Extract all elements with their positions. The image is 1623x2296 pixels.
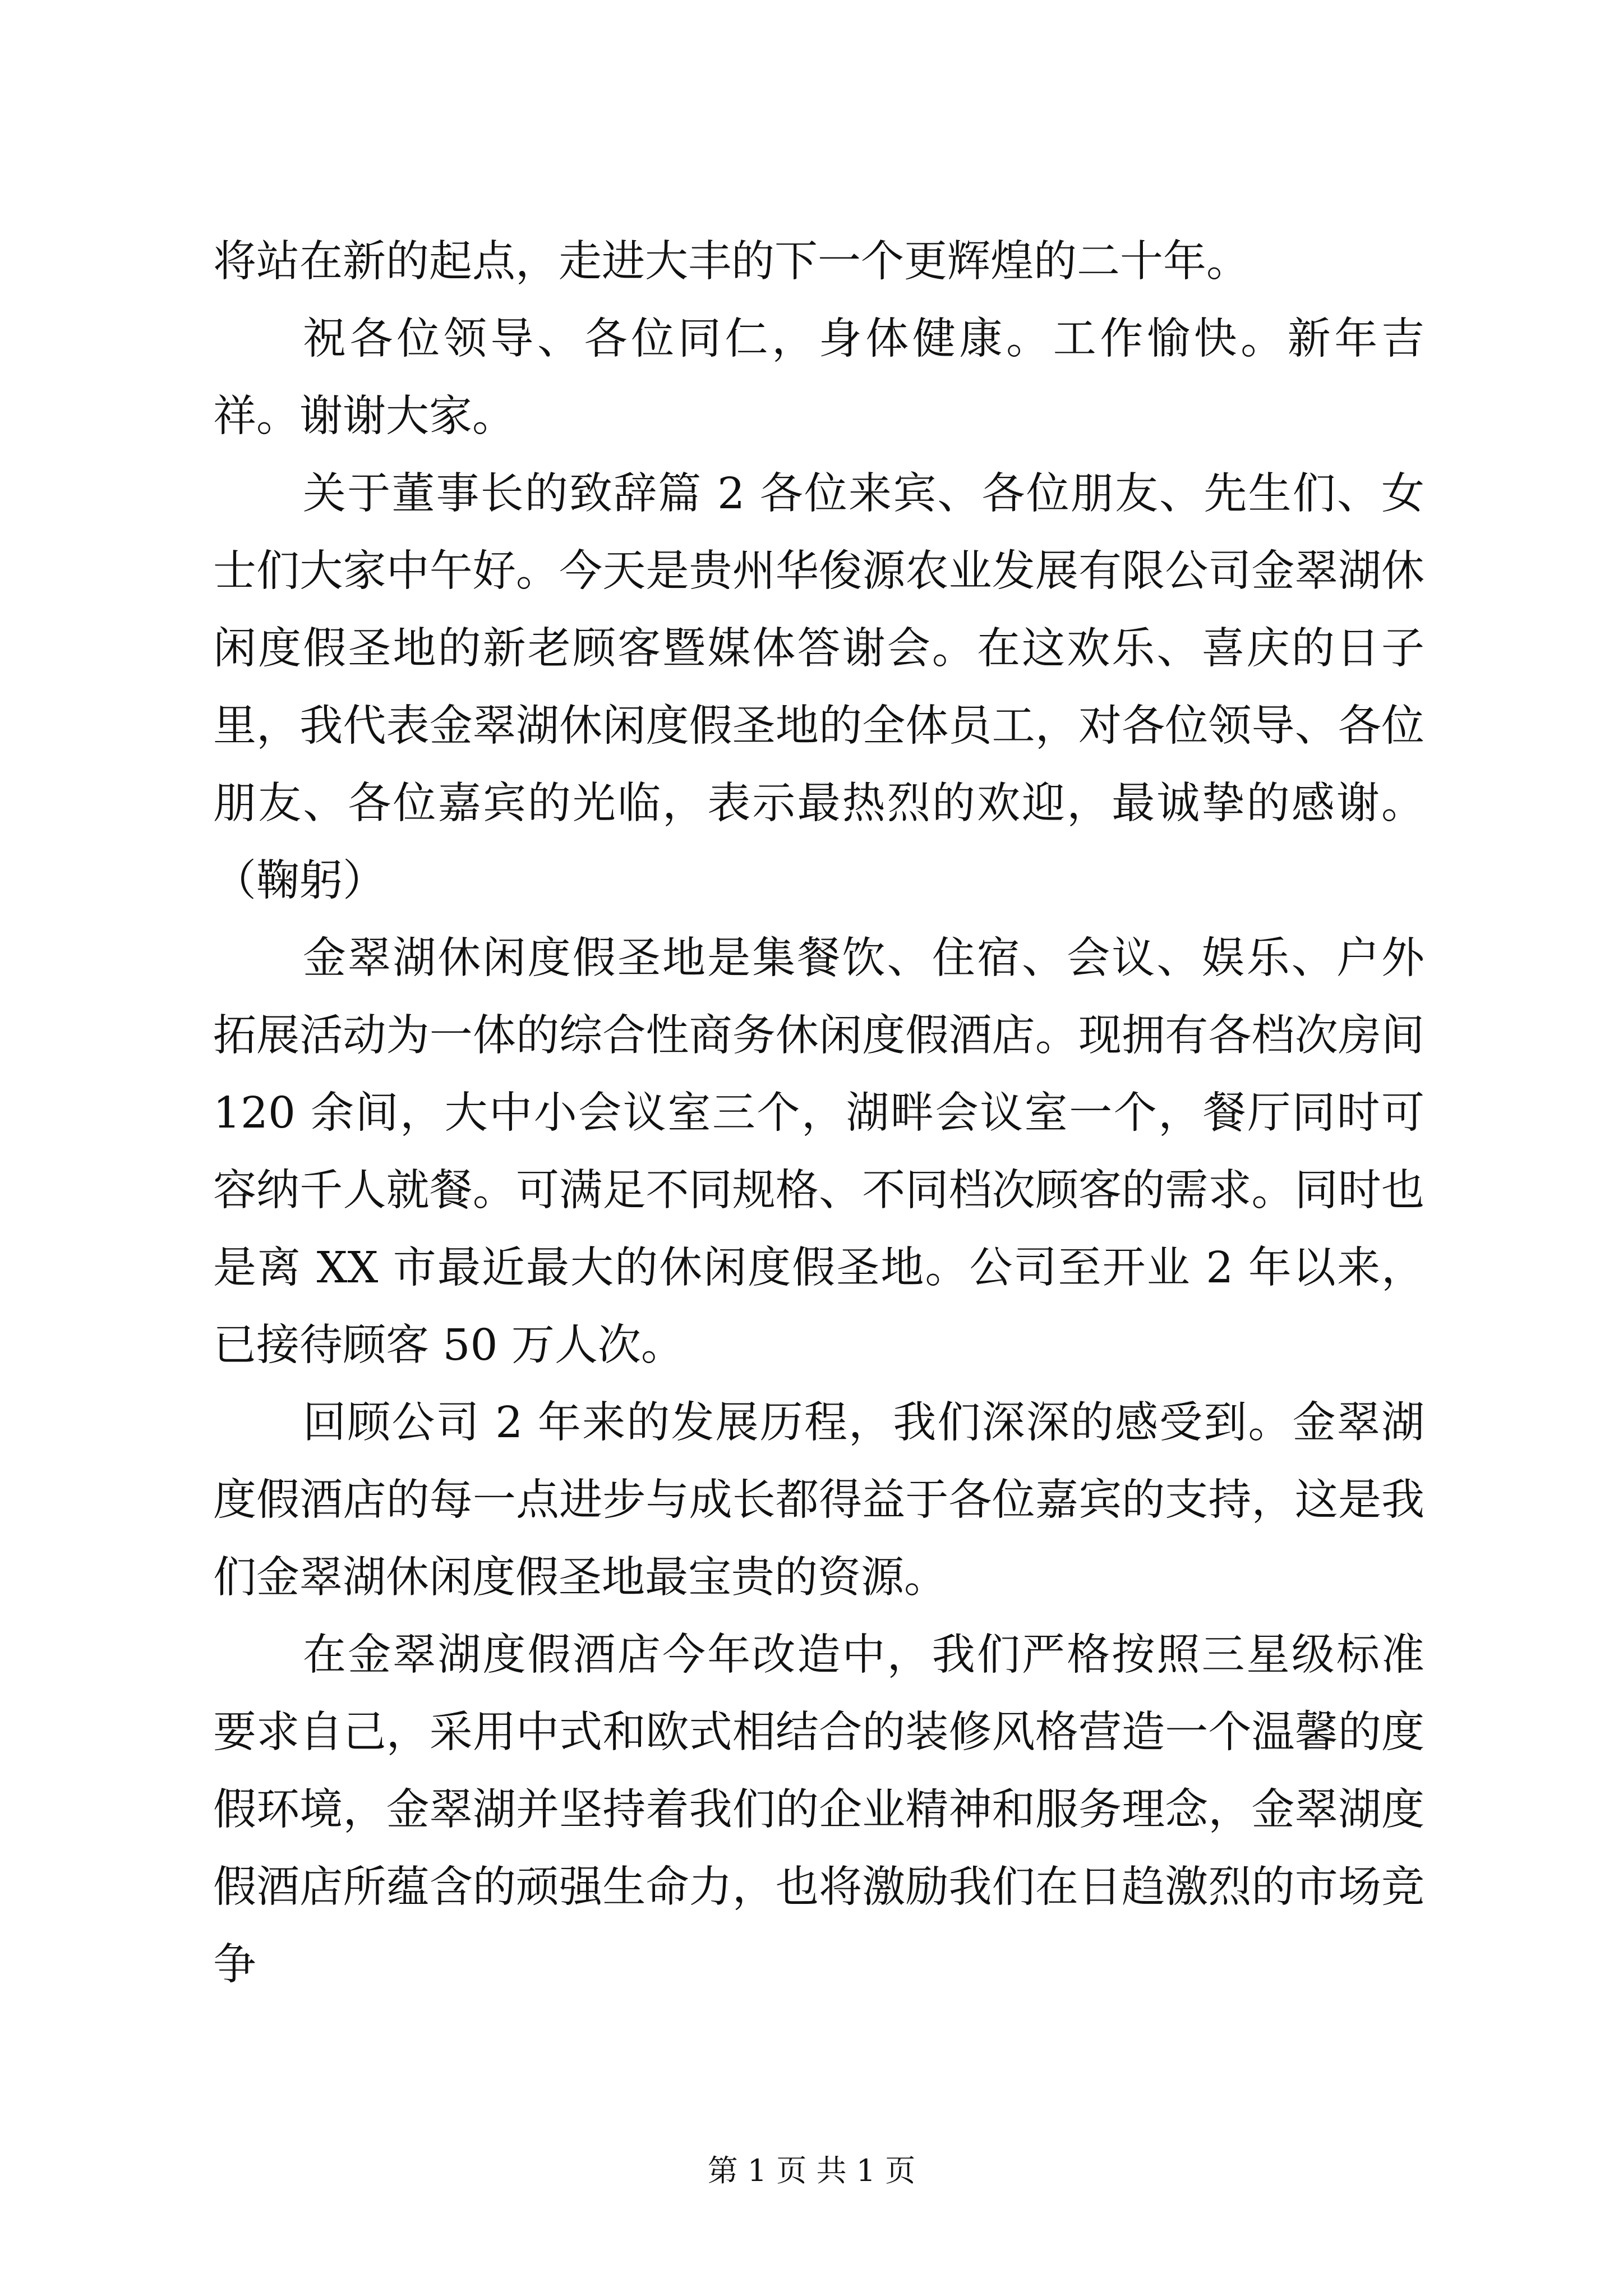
paragraph-4: 金翠湖休闲度假圣地是集餐饮、住宿、会议、娱乐、户外拓展活动为一体的综合性商务休闲度假酒店。现拥有各档次房间 120 余间，大中小会议室三个，湖畔会议室一个，餐厅同时可容纳千人就餐。可满足不同规格、不同档次顾客的需求。同时也是离 XX 市最近最大的休闲度假圣地。公司至开业 2 年以来，已接待顾客 50 万人次。 (213, 933, 1424, 1370)
paragraph-2: 祝各位领导、各位同仁，身体健康。工作愉快。新年吉祥。谢谢大家。 (213, 314, 1424, 441)
document-body (213, 223, 1424, 2004)
paragraph-6: 在金翠湖度假酒店今年改造中，我们严格按照三星级标准要求自己，采用中式和欧式相结合的装修风格营造一个温馨的度假环境，金翠湖并坚持着我们的企业精神和服务理念，金翠湖度假酒店所蕴含的顽强生命力，也将激励我们在日趋激烈的市场竞争 (213, 1630, 1424, 1990)
paragraph-1: 将站在新的起点，走进大丰的下一个更辉煌的二十年。 (213, 237, 1249, 287)
page-footer: 第 1 页 共 1 页 (707, 2153, 916, 2188)
paragraph-3: 关于董事长的致辞篇 2 各位来宾、各位朋友、先生们、女士们大家中午好。今天是贵州华俊源农业发展有限公司金翠湖休闲度假圣地的新老顾客暨媒体答谢会。在这欢乐、喜庆的日子里，我代表金翠湖休闲度假圣地的全体员工，对各位领导、各位朋友、各位嘉宾的光临，表示最热烈的欢迎，最诚挚的感谢。（鞠躬） (213, 469, 1424, 906)
paragraph-5: 回顾公司 2 年来的发展历程，我们深深的感受到。金翠湖度假酒店的每一点进步与成长都得益于各位嘉宾的支持，这是我们金翠湖休闲度假圣地最宝贵的资源。 (213, 1398, 1424, 1603)
